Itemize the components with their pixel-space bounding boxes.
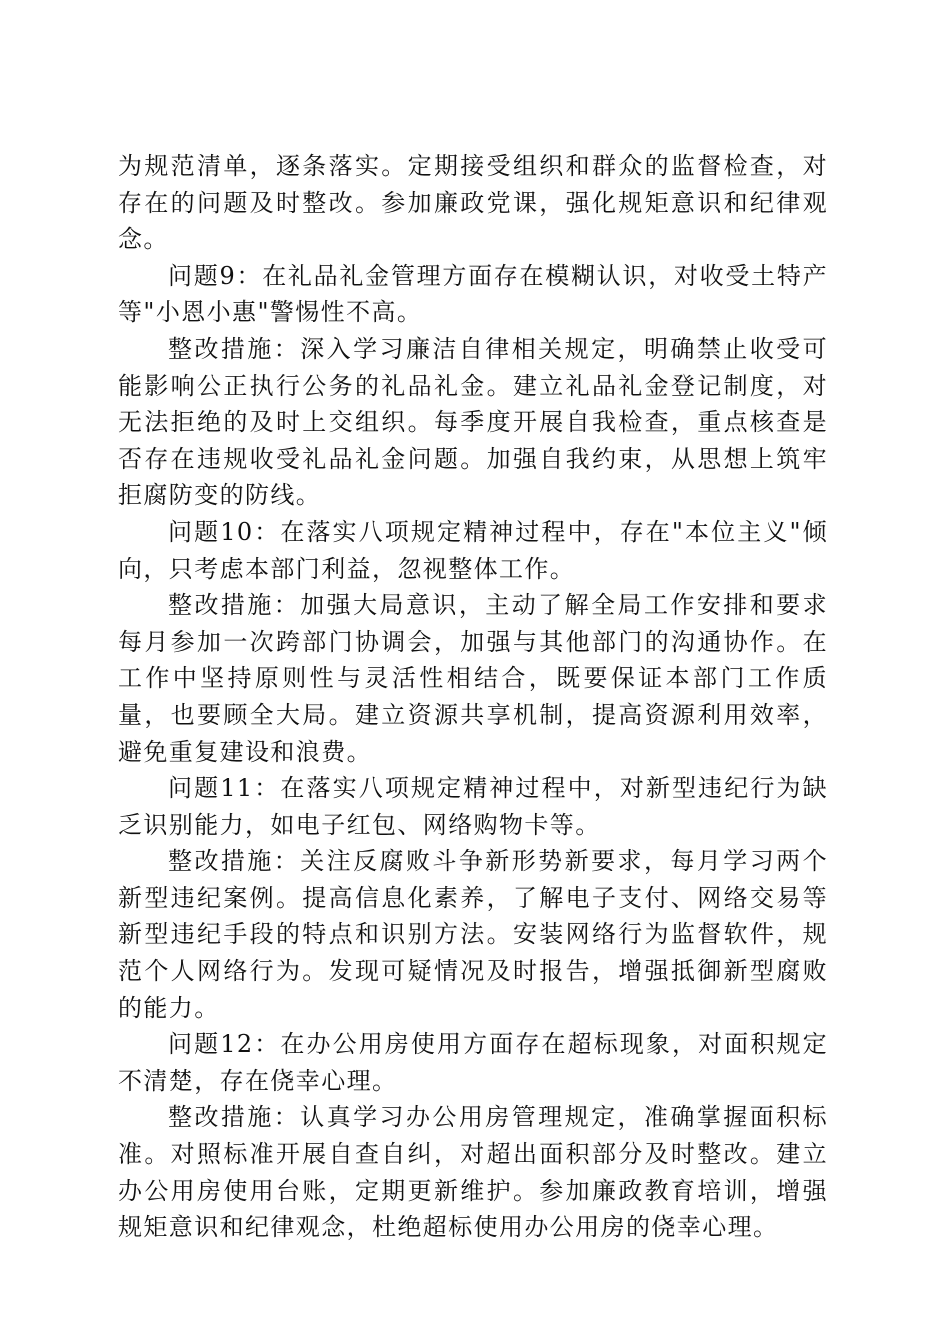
paragraph-problem-9: 问题9：在礼品礼金管理方面存在模糊认识，对收受土特产等"小恩小惠"警惕性不高。	[118, 261, 828, 327]
paragraph-measures-9: 整改措施：深入学习廉洁自律相关规定，明确禁止收受可能影响公正执行公务的礼品礼金。建立礼品礼金登记制度，对无法拒绝的及时上交组织。每季度开展自我检查，重点核查是否存在违规收受礼品礼金问题。加强自我约束，从思想上筑牢拒腐防变的防线。	[118, 334, 828, 510]
paragraph-continuation: 为规范清单，逐条落实。定期接受组织和群众的监督检查，对存在的问题及时整改。参加廉政党课，强化规矩意识和纪律观念。	[118, 152, 828, 254]
paragraph-problem-11: 问题11：在落实八项规定精神过程中，对新型违纪行为缺乏识别能力，如电子红包、网络购物卡等。	[118, 774, 828, 839]
paragraph-measures-12: 整改措施：认真学习办公用房管理规定，准确掌握面积标准。对照标准开展自查自纠，对超出面积部分及时整改。建立办公用房使用台账，定期更新维护。参加廉政教育培训，增强规矩意识和纪律观念，杜绝超标使用办公用房的侥幸心理。	[118, 1103, 828, 1242]
paragraph-problem-10: 问题10：在落实八项规定精神过程中，存在"本位主义"倾向，只考虑本部门利益，忽视整体工作。	[118, 517, 828, 583]
paragraph-measures-11: 整改措施：关注反腐败斗争新形势新要求，每月学习两个新型违纪案例。提高信息化素养，了解电子支付、网络交易等新型违纪手段的特点和识别方法。安装网络行为监督软件，规范个人网络行为。发现可疑情况及时报告，增强抵御新型腐败的能力。	[118, 847, 828, 1022]
document-body	[118, 148, 828, 1246]
paragraph-problem-12: 问题12：在办公用房使用方面存在超标现象，对面积规定不清楚，存在侥幸心理。	[118, 1030, 828, 1095]
paragraph-measures-10: 整改措施：加强大局意识，主动了解全局工作安排和要求每月参加一次跨部门协调会，加强与其他部门的沟通协作。在工作中坚持原则性与灵活性相结合，既要保证本部门工作质量，也要顾全大局。建立资源共享机制，提高资源利用效率，避免重复建设和浪费。	[118, 591, 828, 766]
